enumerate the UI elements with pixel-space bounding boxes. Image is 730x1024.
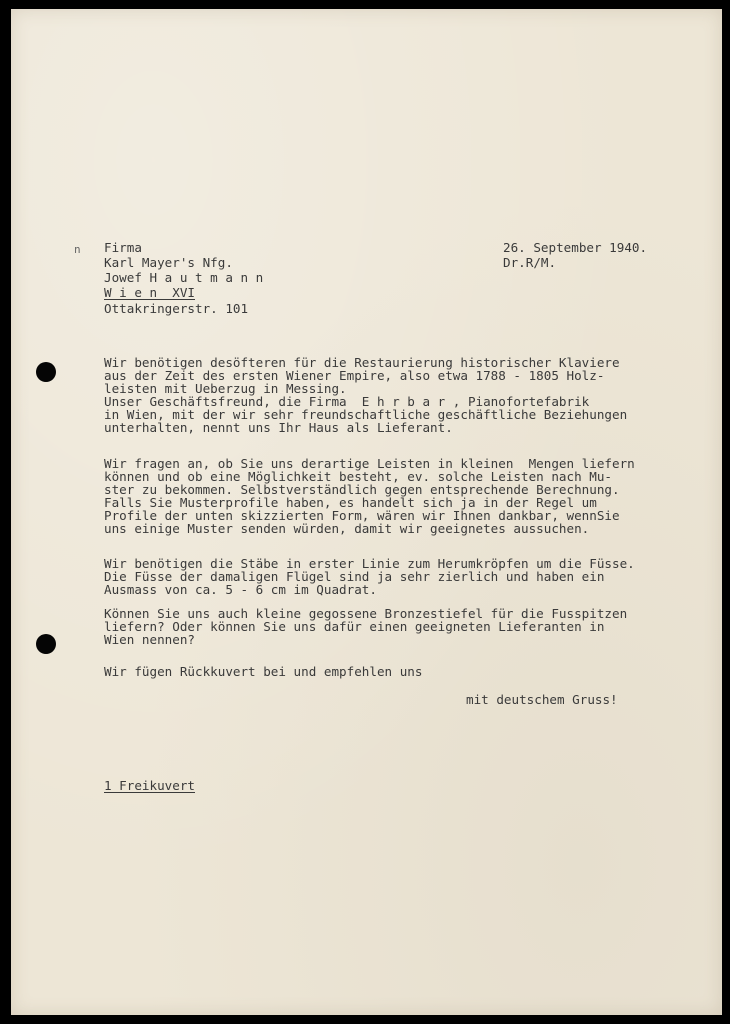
paragraph-line: in Wien, mit der wir sehr freundschaftliche geschäftliche Beziehungen [104,407,628,422]
paragraph-5 [104,665,422,678]
punch-hole-bottom [36,634,56,654]
paragraph-line: liefern? Oder können Sie uns dafür einen geeigneten Lieferanten in [104,619,605,634]
recipient-line-street: Ottakringerstr. 101 [104,301,249,316]
paragraph-line: aus der Zeit des ersten Wiener Empire, also etwa 1788 - 1805 Holz- [104,368,605,383]
paragraph-line: Wir benötigen desöfteren für die Restaurierung historischer Klaviere [104,355,620,370]
paragraph-4 [104,607,627,646]
paragraph-2 [104,457,635,535]
paragraph-line: unterhalten, nennt uns Ihr Haus als Lieferant. [104,420,453,435]
recipient-line-city: W i e n XVI [104,285,195,300]
letter-reference: Dr.R/M. [503,255,557,270]
paragraph-line: Wir benötigen die Stäbe in erster Linie zum Herumkröpfen um die Füsse. [104,556,635,571]
closing-greeting: mit deutschem Gruss! [466,692,618,707]
paragraph-line: uns einige Muster senden würden, damit wir geeignetes aussuchen. [104,521,590,536]
punch-hole-top [36,362,56,382]
paragraph-line: Wir fragen an, ob Sie uns derartige Leisten in kleinen Mengen liefern [104,456,635,471]
paragraph-1 [104,356,627,434]
paragraph-line: Können Sie uns auch kleine gegossene Bronzestiefel für die Fusspitzen [104,606,628,621]
paragraph-line: Wien nennen? [104,632,195,647]
paragraph-line: leisten mit Ueberzug in Messing. [104,381,347,396]
paragraph-line: Ausmass von ca. 5 - 6 cm im Quadrat. [104,582,377,597]
recipient-line-company: Karl Mayer's Nfg. [104,255,233,270]
paragraph-line: Die Füsse der damaligen Flügel sind ja sehr zierlich und haben ein [104,569,605,584]
margin-mark: n [74,243,81,256]
paragraph-line: Profile der unten skizzierten Form, wären wir Ihnen dankbar, wennSie [104,508,620,523]
paragraph-3 [104,557,635,596]
letter-date: 26. September 1940. [503,240,648,255]
paragraph-line: ster zu bekommen. Selbstverständlich gegen entsprechende Berechnung. [104,482,620,497]
paragraph-line: Wir fügen Rückkuvert bei und empfehlen uns [104,664,423,679]
paragraph-line: Falls Sie Musterprofile haben, es handelt sich ja in der Regel um [104,495,597,510]
recipient-line-firma: Firma [104,240,142,255]
paragraph-line: können und ob eine Möglichkeit besteht, ev. solche Leisten nach Mu- [104,469,612,484]
enclosure-note: 1 Freikuvert [104,778,195,793]
paragraph-line: Unser Geschäftsfreund, die Firma E h r b a r , Pianofortefabrik [104,394,590,409]
recipient-line-name: Jowef H a u t m a n n [104,270,264,285]
